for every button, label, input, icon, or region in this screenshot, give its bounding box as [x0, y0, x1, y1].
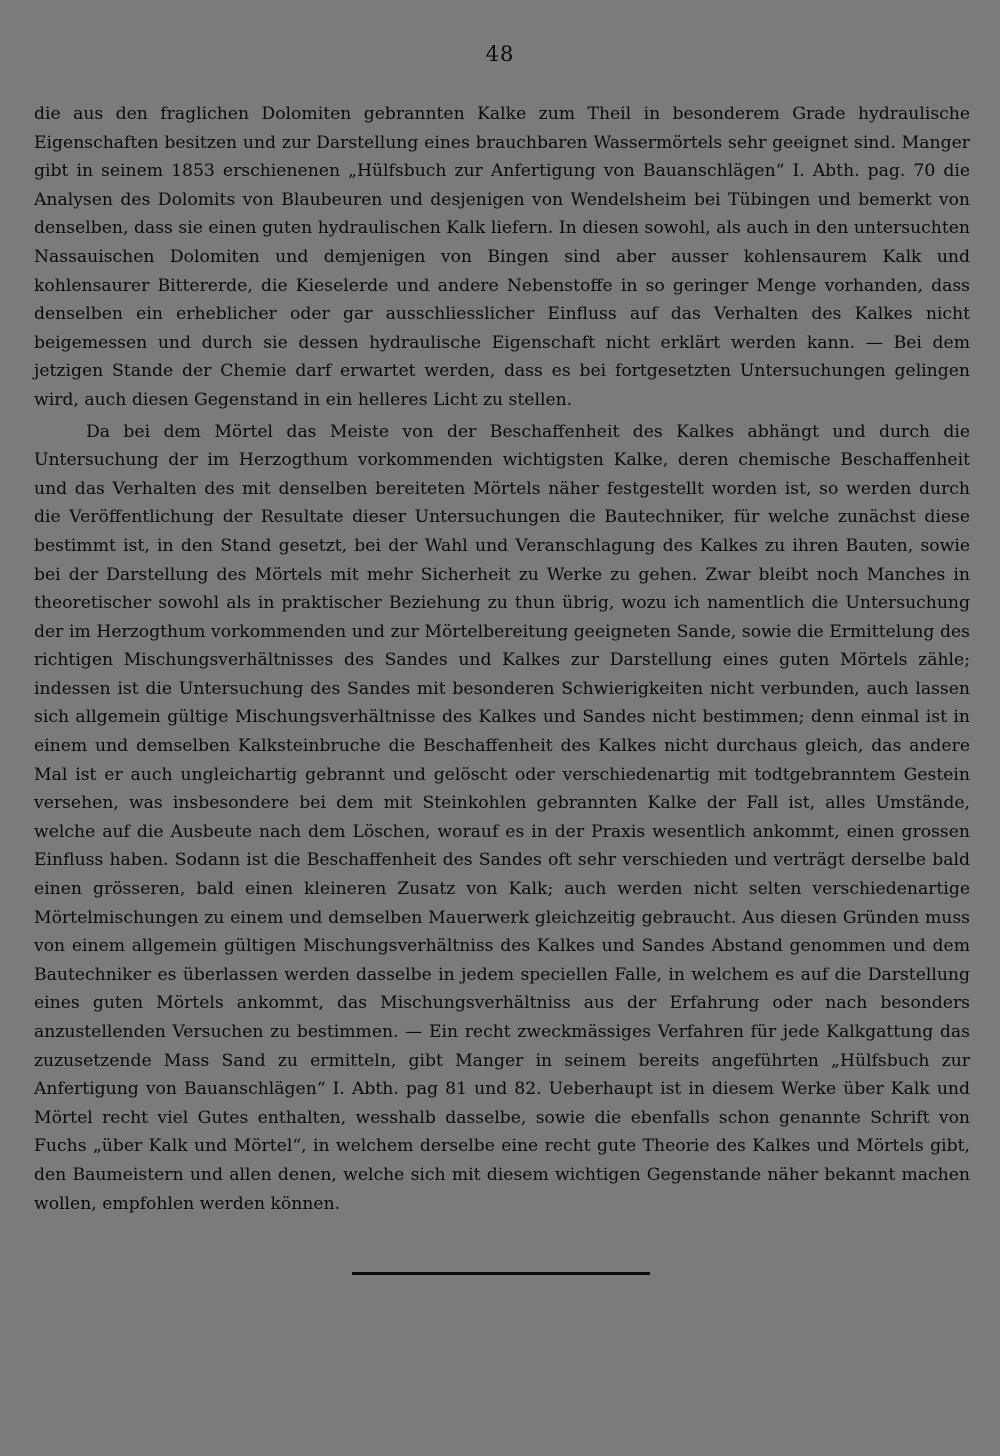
paragraph: Da bei dem Mörtel das Meiste von der Beschaffenheit des Kalkes abhängt und durch die Untersuchung der im Herzogthum vorkommenden wichtigsten Kalke, deren chemische Beschaffenheit und das Verhalten des mit denselben bereiteten Mörtels näher festgestellt worden ist, so werden durch die Veröffentlichung der Resultate dieser Untersuchungen die Bautechniker, für welche zunächst diese bestimmt ist, in den Stand gesetzt, bei der Wahl und Veranschlagung des Kalkes zu ihren Bauten, sowie bei der Darstellung des Mörtels mit mehr Sicherheit zu Werke zu gehen. Zwar bleibt noch Manches in theoretischer sowohl als in praktischer Beziehung zu thun übrig, wozu ich namentlich die Untersuchung der im Herzogthum vorkommenden und zur Mörtelbereitung geeigneten Sande, sowie die Ermittelung des richtigen Mischungsverhältnisses des Sandes und Kalkes zur Darstellung eines guten Mörtels zähle; indessen ist die Untersuchung des Sandes mit besonderen Schwierigkeiten nicht verbunden, auch lassen sich allgemein gültige Mischungsverhältnisse des Kalkes und Sandes nicht bestimmen; denn einmal ist in einem und demselben Kalksteinbruche die Beschaffenheit des Kalkes nicht durchaus gleich, das andere Mal ist er auch ungleichartig gebrannt und gelöscht oder verschiedenartig mit todtgebranntem Gestein versehen, was insbesondere bei dem mit Steinkohlen gebrannten Kalke der Fall ist, alles Umstände, welche auf die Ausbeute nach dem Löschen, worauf es in der Praxis wesentlich ankommt, einen grossen Einfluss haben. Sodann ist die Beschaffenheit des Sandes oft sehr verschieden und verträgt derselbe bald einen grösseren, bald einen kleineren Zusatz von Kalk; auch werden nicht selten verschiedenartige Mörtelmischungen zu einem und demselben Mauerwerk gleichzeitig gebraucht. Aus diesen Gründen muss von einem allgemein gültigen Mischungsverhältniss des Kalkes und Sandes Abstand genommen und dem Bautechniker es überlassen werden dasselbe in jedem speciellen Falle, in welchem es auf die Darstellung eines guten Mörtels ankommt, das Mischungsverhältniss aus der Erfahrung oder nach besonders anzustellenden Versuchen zu bestimmen. — Ein recht zweckmässiges Verfahren für jede Kalkgattung das zuzusetzende Mass Sand zu ermitteln, gibt Manger in seinem bereits angeführten „Hülfsbuch zur Anfertigung von Bauanschlägen“ I. Abth. pag 81 und 82. Ueberhaupt ist in diesem Werke über Kalk und Mörtel recht viel Gutes enthalten, wesshalb dasselbe, sowie die ebenfalls schon genannte Schrift von Fuchs „über Kalk und Mörtel“, in welchem derselbe eine recht gute Theorie des Kalkes und Mörtels gibt, den Baumeistern und allen denen, welche sich mit diesem wichtigen Gegenstande näher bekannt machen wollen, empfohlen werden können. [34, 421, 970, 1214]
page-number: 48 [485, 42, 515, 66]
closing-rule [352, 1272, 650, 1275]
body-text [34, 100, 970, 1218]
paragraph-continued: die aus den fraglichen Dolomiten gebrannten Kalke zum Theil in besonderem Grade hydraulische Eigenschaften besitzen und zur Darstellung eines brauchbaren Wassermörtels sehr geeignet sind. Manger gibt in seinem 1853 erschienenen „Hülfsbuch zur Anfertigung von Bauanschlägen“ I. Abth. pag. 70 die Analysen des Dolomits von Blaubeuren und desjenigen von Wendelsheim bei Tübingen und bemerkt von denselben, dass sie einen guten hydraulischen Kalk liefern. In diesen sowohl, als auch in den untersuchten Nassauischen Dolomiten und demjenigen von Bingen sind aber ausser kohlensaurem Kalk und kohlensaurer Bittererde, die Kieselerde und andere Nebenstoffe in so geringer Menge vorhanden, dass denselben ein erheblicher oder gar ausschliesslicher Einfluss auf das Verhalten des Kalkes nicht beigemessen und durch sie dessen hydraulische Eigenschaft nicht erklärt werden kann. — Bei dem jetzigen Stande der Chemie darf erwartet werden, dass es bei fortgesetzten Untersuchungen gelingen wird, auch diesen Gegenstand in ein helleres Licht zu stellen. [34, 104, 970, 410]
